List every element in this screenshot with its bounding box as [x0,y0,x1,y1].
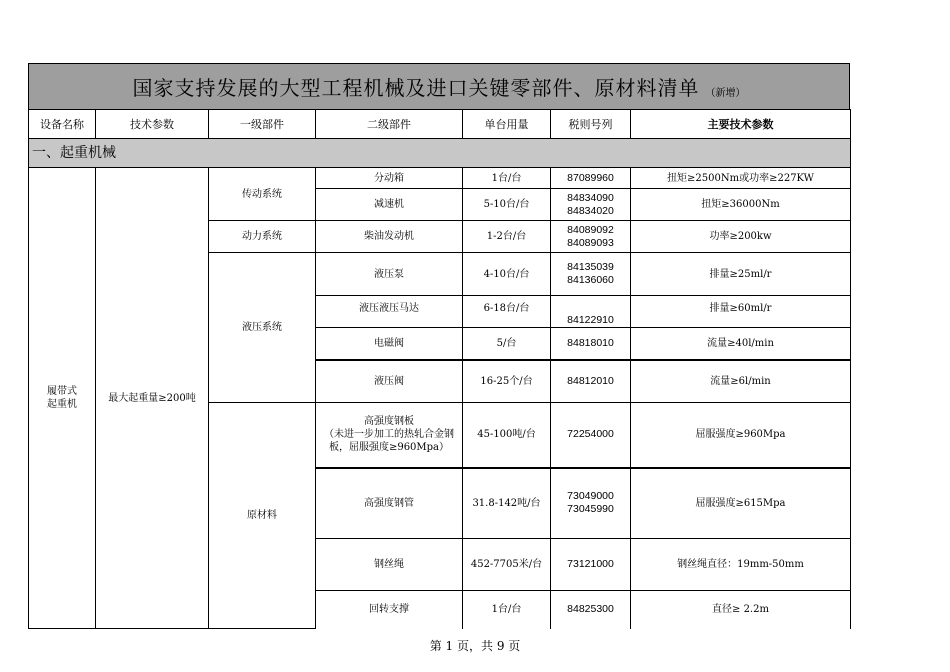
header-cell: 单台用量 [463,110,551,139]
header-cell: 技术参数 [96,110,209,139]
code-cell: 72254000 [551,403,631,468]
usage-cell: 4-10台/台 [463,253,551,296]
equipment-name-cell [29,168,96,629]
page-footer: 第 1 页，共 9 页 [429,639,521,653]
usage-cell: 1台/台 [463,591,551,629]
parts-table [28,109,851,629]
header-cell: 设备名称 [29,110,96,139]
spec-cell: 功率≥200kw [631,221,851,253]
header-cell: 一级部件 [209,110,316,139]
header-cell: 二级部件 [316,110,463,139]
part-cell: 分动箱 [316,168,463,189]
equipment-name: 履带式 起重机 [47,386,77,410]
part-cell: 电磁阀 [316,328,463,360]
usage-cell: 31.8-142吨/台 [463,468,551,539]
header-cell: 税则号列 [551,110,631,139]
spec-cell: 流量≥40l/min [631,328,851,360]
spreadsheet-page [28,63,850,629]
header-row [29,110,851,139]
code-cell: 73121000 [551,539,631,591]
part-cell: 钢丝绳 [316,539,463,591]
code-cell: 87089960 [551,168,631,189]
code-cell: 84089092 84089093 [551,221,631,253]
part-cell: 液压阀 [316,360,463,403]
page-title: 国家支持发展的大型工程机械及进口关键零部件、原材料清单 [132,76,700,100]
part-cell: 回转支撑 [316,591,463,629]
equipment-param-cell [96,168,209,629]
spec-cell: 排量≥60ml/r [631,296,851,328]
spec-cell: 扭矩≥36000Nm [631,189,851,221]
usage-cell: 5/台 [463,328,551,360]
group-power: 动力系统 [209,221,316,253]
code-cell: 84812010 [551,360,631,403]
code-cell: 84825300 [551,591,631,629]
spec-cell: 钢丝绳直径：19mm-50mm [631,539,851,591]
part-cell: 高强度钢管 [316,468,463,539]
usage-cell: 452-7705米/台 [463,539,551,591]
group-hydraulic: 液压系统 [209,253,316,403]
title-note: （新增） [705,88,746,99]
group-material: 原材料 [209,403,316,629]
code-cell: 73049000 73045990 [551,468,631,539]
usage-cell: 1台/台 [463,168,551,189]
part-cell: 液压泵 [316,253,463,296]
usage-cell: 1-2台/台 [463,221,551,253]
spec-cell: 扭矩≥2500Nm或功率≥227KW [631,168,851,189]
spec-cell: 屈服强度≥960Mpa [631,403,851,468]
equipment-param: 最大起重量≥200吨 [108,392,196,404]
spec-cell: 排量≥25ml/r [631,253,851,296]
usage-cell: 45-100吨/台 [463,403,551,468]
section-title: 一、起重机械 [29,139,851,168]
title-bar [28,63,850,109]
table-row [29,168,851,189]
usage-cell: 6-18台/台 [463,296,551,328]
header-cell: 主要技术参数 [631,110,851,139]
part-cell: 液压液压马达 [316,296,463,328]
part-cell: 减速机 [316,189,463,221]
spec-cell: 流量≥6l/min [631,360,851,403]
spec-cell: 屈服强度≥615Mpa [631,468,851,539]
spec-cell: 直径≥ 2.2m [631,591,851,629]
group-transmission: 传动系统 [209,168,316,221]
code-cell: 84834090 84834020 [551,189,631,221]
code-cell: 84818010 [551,328,631,360]
code-cell: 84122910 [551,296,631,328]
section-row [29,139,851,168]
usage-cell: 5-10台/台 [463,189,551,221]
code-cell: 84135039 84136060 [551,253,631,296]
usage-cell: 16-25个/台 [463,360,551,403]
part-cell: 高强度钢板 （未进一步加工的热轧合金钢板，屈服强度≥960Mpa） [316,403,463,468]
part-cell: 柴油发动机 [316,221,463,253]
